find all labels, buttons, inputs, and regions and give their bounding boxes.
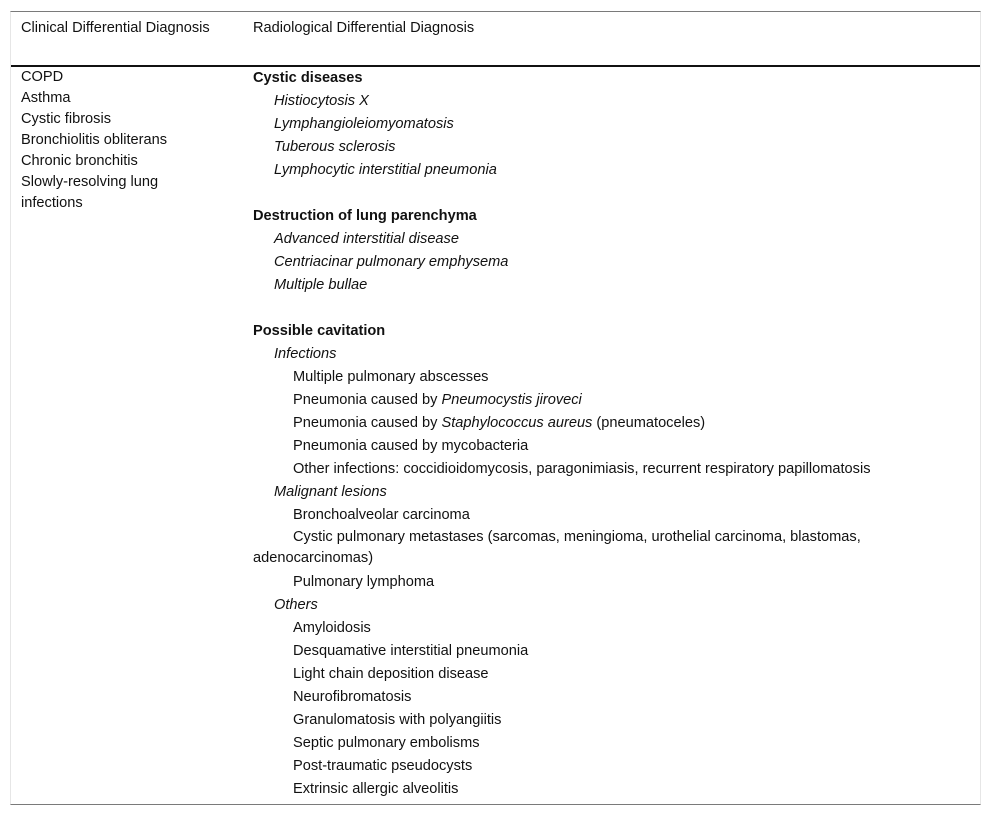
- infection-item: [253, 412, 973, 435]
- malignant-item: Cystic pulmonary metastases (sarcomas, meningioma, urothelial carcinoma, blastomas, adenocarcinomas): [253, 529, 861, 566]
- organism-name: Staphylococcus aureus: [441, 415, 593, 431]
- infection-item: Multiple pulmonary abscesses: [293, 369, 489, 385]
- clinical-column: [21, 67, 221, 214]
- others-item: Neurofibromatosis: [293, 689, 412, 705]
- header-clinical: Clinical Differential Diagnosis: [21, 20, 210, 36]
- subcategory-title: Malignant lesions: [274, 484, 387, 500]
- differential-diagnosis-table: [10, 11, 981, 805]
- category-title: Destruction of lung parenchyma: [253, 208, 477, 224]
- category-title: Cystic diseases: [253, 70, 363, 86]
- table-header: [11, 12, 980, 67]
- others-item: Desquamative interstitial pneumonia: [293, 643, 529, 659]
- clinical-item: COPD: [21, 69, 64, 85]
- destruction-item: Advanced interstitial disease: [274, 231, 459, 247]
- others-item: Septic pulmonary embolisms: [293, 735, 480, 751]
- destruction-item: Multiple bullae: [274, 277, 368, 293]
- header-radiological: Radiological Differential Diagnosis: [253, 20, 475, 36]
- others-item: Extrinsic allergic alveolitis: [293, 781, 459, 797]
- others-item: Amyloidosis: [293, 620, 371, 636]
- infection-item: Other infections: coccidioidomycosis, paragonimiasis, recurrent respiratory papillomatosis: [293, 461, 871, 477]
- clinical-item: Slowly-resolving lung infections: [21, 174, 159, 211]
- infection-item: Pneumonia caused by mycobacteria: [293, 438, 529, 454]
- cystic-item: Lymphangioleiomyomatosis: [274, 116, 454, 132]
- subcategory-title: Infections: [274, 346, 337, 362]
- cystic-item: Lymphocytic interstitial pneumonia: [274, 162, 497, 178]
- subcategory-title: Others: [274, 597, 318, 613]
- others-item: Post-traumatic pseudocysts: [293, 758, 473, 774]
- infection-prefix: Pneumonia caused by: [293, 415, 442, 431]
- others-item: Granulomatosis with polyangiitis: [293, 712, 502, 728]
- clinical-item: Asthma: [21, 90, 71, 106]
- malignant-item: Bronchoalveolar carcinoma: [293, 507, 470, 523]
- clinical-item: Bronchiolitis obliterans: [21, 132, 168, 148]
- destruction-item: Centriacinar pulmonary emphysema: [274, 254, 509, 270]
- spacer: [253, 297, 973, 320]
- others-item: Light chain deposition disease: [293, 666, 489, 682]
- category-title: Possible cavitation: [253, 323, 386, 339]
- spacer: [253, 182, 973, 205]
- infection-suffix: (pneumatoceles): [592, 415, 706, 431]
- cystic-item: Histiocytosis X: [274, 93, 369, 109]
- infection-item: [253, 389, 973, 412]
- clinical-item: Cystic fibrosis: [21, 111, 112, 127]
- malignant-item: Pulmonary lymphoma: [293, 574, 435, 590]
- cystic-item: Tuberous sclerosis: [274, 139, 396, 155]
- organism-name: Pneumocystis jiroveci: [441, 392, 582, 408]
- radiological-column: [253, 67, 973, 801]
- infection-prefix: Pneumonia caused by: [293, 392, 442, 408]
- clinical-item: Chronic bronchitis: [21, 153, 138, 169]
